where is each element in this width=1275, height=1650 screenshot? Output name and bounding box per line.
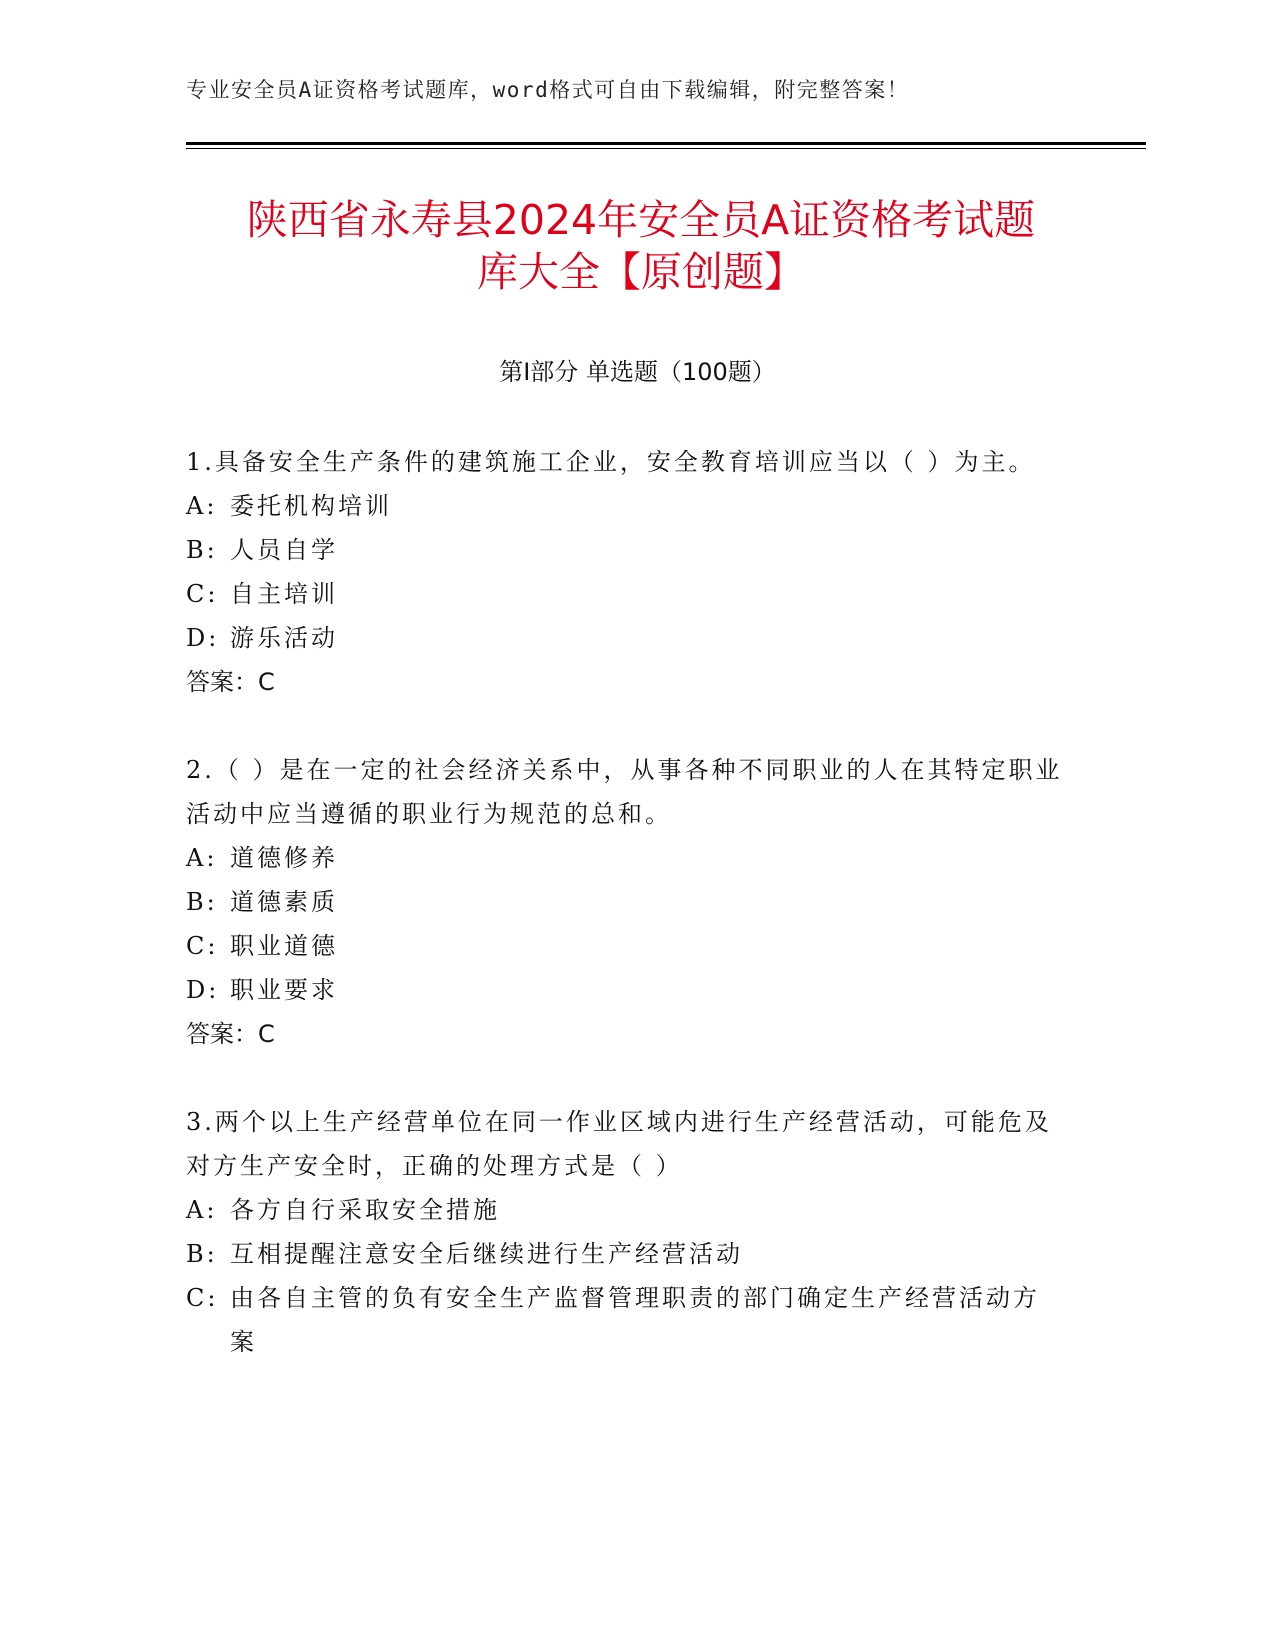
section-title: 第Ⅰ部分 单选题（100题）	[499, 358, 776, 386]
option-key: A:	[186, 844, 218, 872]
answer-line: 答案：C	[186, 1020, 275, 1048]
option-text: 游乐活动	[230, 624, 338, 652]
option-key: B:	[186, 1240, 218, 1268]
option-key: D:	[186, 624, 220, 652]
header-note: 专业安全员A证资格考试题库，word格式可自由下载编辑，附完整答案！	[186, 78, 910, 102]
question-stem: 3.两个以上生产经营单位在同一作业区域内进行生产经营活动，可能危及对方生产安全时，正确的处理方式是（ ）	[186, 1108, 1052, 1180]
option-text: 道德素质	[230, 888, 338, 916]
option-text: 职业要求	[230, 976, 338, 1004]
question-stem: 1.具备安全生产条件的建筑施工企业，安全教育培训应当以（ ）为主。	[186, 448, 1036, 476]
option-text: 职业道德	[230, 932, 338, 960]
option-key: B:	[186, 536, 218, 564]
document-title	[186, 194, 1096, 298]
option-b	[186, 528, 1066, 572]
header-rule-thick	[186, 142, 1146, 145]
option-d	[186, 968, 1066, 1012]
option-key: C:	[186, 932, 219, 960]
option-key: A:	[186, 1196, 218, 1224]
document-title-line2: 库大全【原创题】	[477, 248, 805, 296]
question-list	[186, 440, 1066, 1408]
option-text: 自主培训	[230, 580, 338, 608]
option-c	[186, 572, 1066, 616]
option-d	[186, 616, 1066, 660]
option-text: 人员自学	[230, 536, 338, 564]
question-1	[186, 440, 1066, 704]
question-stem: 2.（ ）是在一定的社会经济关系中，从事各种不同职业的人在其特定职业活动中应当遵循的职业行为规范的总和。	[186, 756, 1063, 828]
option-key: A:	[186, 492, 218, 520]
option-a	[186, 1188, 1066, 1232]
option-a	[186, 484, 1066, 528]
option-key: C:	[186, 1284, 219, 1312]
option-text: 委托机构培训	[230, 492, 392, 520]
option-text: 各方自行采取安全措施	[230, 1196, 500, 1224]
option-a	[186, 836, 1066, 880]
option-text: 道德修养	[230, 844, 338, 872]
option-text: 由各自主管的负有安全生产监督管理职责的部门确定生产经营活动方案	[230, 1284, 1040, 1356]
question-2	[186, 748, 1066, 1056]
option-key: B:	[186, 888, 218, 916]
option-key: C:	[186, 580, 219, 608]
header-rule-thin	[186, 148, 1146, 149]
option-c	[186, 1276, 1066, 1364]
question-3	[186, 1100, 1066, 1364]
option-c	[186, 924, 1066, 968]
option-key: D:	[186, 976, 220, 1004]
option-b	[186, 880, 1066, 924]
option-b	[186, 1232, 1066, 1276]
option-text: 互相提醒注意安全后继续进行生产经营活动	[230, 1240, 743, 1268]
answer-line: 答案：C	[186, 668, 275, 696]
document-title-line1: 陕西省永寿县2024年安全员A证资格考试题	[246, 196, 1036, 244]
